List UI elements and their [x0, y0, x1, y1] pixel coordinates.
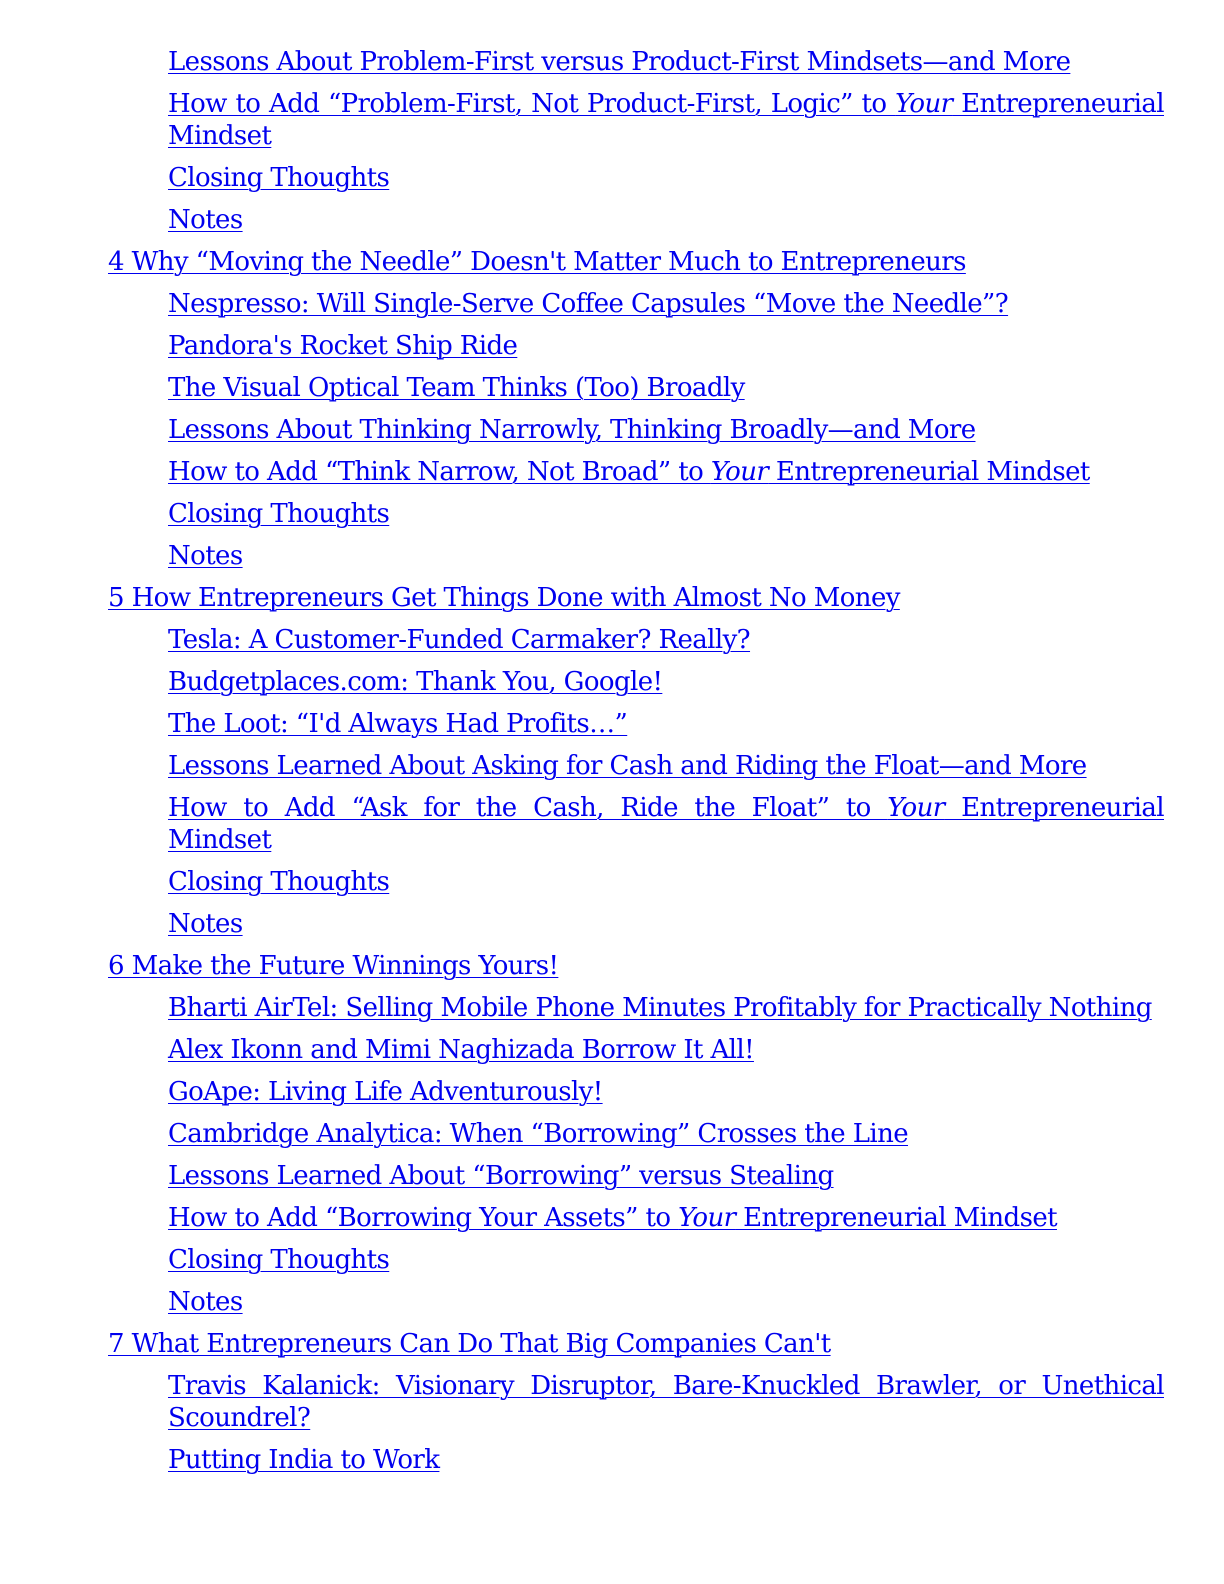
toc-section-link[interactable]: Travis Kalanick: Visionary Disruptor, Bare-Knuckled Brawler, or Unethical Scoundrel? [168, 1371, 1164, 1433]
toc-section-link[interactable]: Tesla: A Customer-Funded Carmaker? Really? [168, 625, 751, 655]
toc-link-text: How to Add “Problem-First, Not Product-First, Logic” to [168, 89, 896, 119]
toc-section-link[interactable]: Nespresso: Will Single-Serve Coffee Capsules “Move the Needle”? [168, 289, 1009, 319]
toc-section-link[interactable]: Closing Thoughts [168, 1245, 390, 1275]
toc-chapter-link[interactable]: 4 Why “Moving the Needle” Doesn't Matter Much to Entrepreneurs [108, 247, 966, 277]
toc-link-emphasis: Your [710, 457, 769, 487]
toc-section-link[interactable]: Budgetplaces.com: Thank You, Google! [168, 667, 663, 697]
toc-section-link[interactable]: The Visual Optical Team Thinks (Too) Broadly [168, 373, 745, 403]
toc-section-link[interactable]: Closing Thoughts [168, 867, 390, 897]
toc-section-link[interactable] [168, 1202, 1164, 1234]
toc-chapter-link[interactable]: 6 Make the Future Winnings Yours! [108, 951, 559, 981]
toc-section-link[interactable]: Notes [168, 541, 243, 571]
toc-chapter-link[interactable]: 7 What Entrepreneurs Can Do That Big Companies Can't [108, 1329, 831, 1359]
toc-link-emphasis: Your [895, 89, 953, 119]
toc-section-link[interactable]: Cambridge Analytica: When “Borrowing” Crosses the Line [168, 1119, 909, 1149]
toc-link-emphasis: Your [887, 793, 945, 823]
toc-link-emphasis: Your [678, 1203, 736, 1233]
toc-section-link[interactable]: Alex Ikonn and Mimi Naghizada Borrow It All! [168, 1035, 754, 1065]
toc-section-link[interactable]: Bharti AirTel: Selling Mobile Phone Minutes Profitably for Practically Nothing [168, 993, 1152, 1023]
toc-section-link[interactable]: Pandora's Rocket Ship Ride [168, 331, 518, 361]
toc-section-link[interactable]: The Loot: “I'd Always Had Profits…” [168, 709, 628, 739]
toc-section-link[interactable]: Lessons About Thinking Narrowly, Thinking Broadly—and More [168, 415, 976, 445]
toc-link-text: Entrepreneurial Mindset [168, 89, 1164, 151]
toc-section-link[interactable]: Lessons About Problem-First versus Product-First Mindsets—and More [168, 47, 1071, 77]
toc-link-text: How to Add “Ask for the Cash, Ride the Float” to [168, 793, 888, 823]
toc-section-link[interactable]: GoApe: Living Life Adventurously! [168, 1077, 603, 1107]
toc-link-text: How to Add “Think Narrow, Not Broad” to [168, 457, 711, 487]
toc-section-link[interactable]: Notes [168, 205, 243, 235]
toc-chapter-link[interactable]: 5 How Entrepreneurs Get Things Done with Almost No Money [108, 583, 900, 613]
toc-section-link[interactable]: Notes [168, 909, 243, 939]
toc-section-link[interactable]: Lessons Learned About Asking for Cash and Riding the Float—and More [168, 751, 1087, 781]
toc-section-link[interactable]: Closing Thoughts [168, 499, 390, 529]
toc-link-text: Entrepreneurial Mindset [168, 793, 1164, 855]
toc-section-link[interactable]: Notes [168, 1287, 243, 1317]
toc-section-link[interactable] [168, 456, 1164, 488]
toc-link-text: Entrepreneurial Mindset [768, 457, 1090, 487]
toc-section-link[interactable]: Closing Thoughts [168, 163, 390, 193]
toc-section-link[interactable]: Putting India to Work [168, 1445, 440, 1475]
toc-section-link[interactable]: Lessons Learned About “Borrowing” versus Stealing [168, 1161, 834, 1191]
toc-section-link[interactable] [168, 88, 1164, 152]
toc-section-link[interactable] [168, 792, 1164, 856]
toc-link-text: Entrepreneurial Mindset [735, 1203, 1057, 1233]
table-of-contents [108, 36, 1164, 1486]
toc-link-text: How to Add “Borrowing Your Assets” to [168, 1203, 679, 1233]
